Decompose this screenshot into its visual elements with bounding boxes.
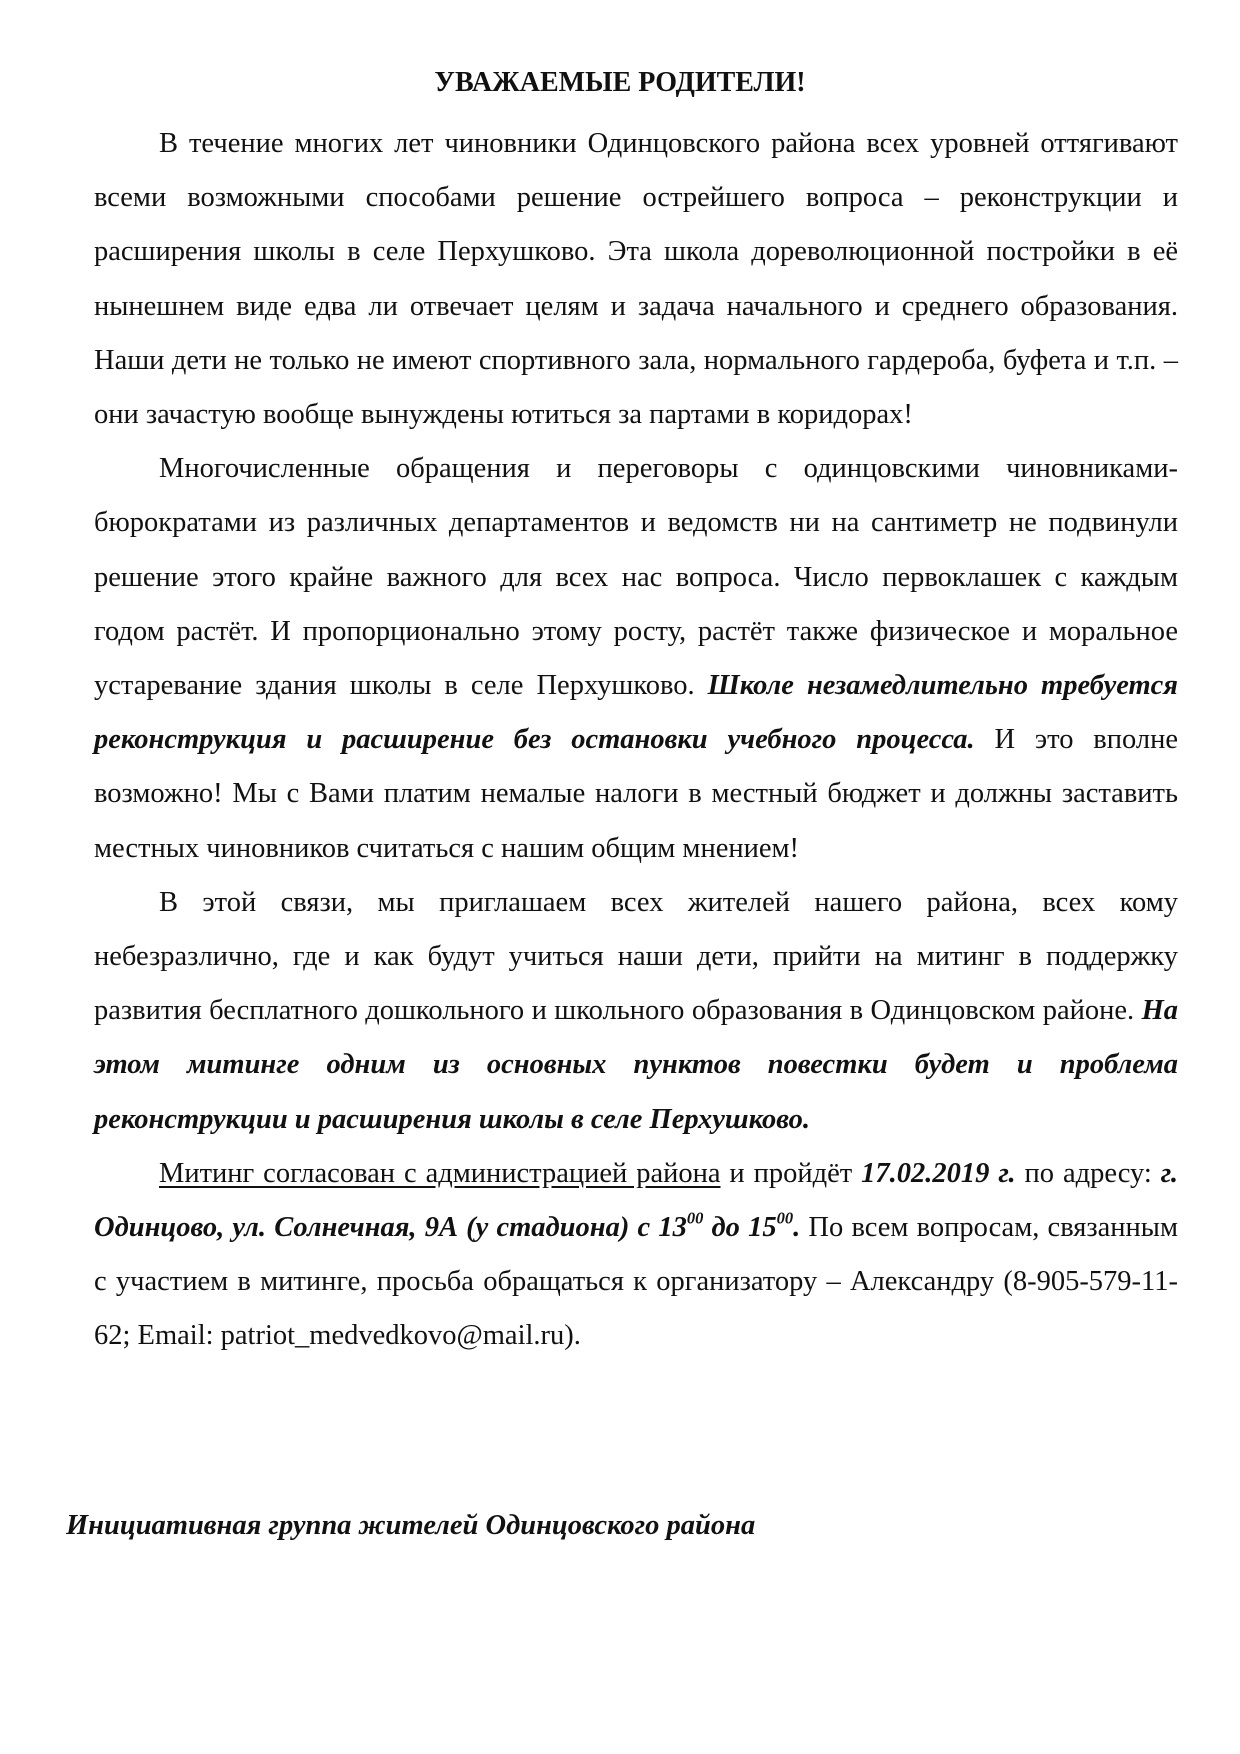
start-minutes: 00 [686,1208,704,1228]
paragraph-2-emphasis: Школе незамедлительно требуется реконструкция и расширение без остановки учебного процесса. [94,670,1178,756]
rally-address-start: г. Одинцово, ул. Солнечная, 9А (у стадиона) с 13 [94,1157,1178,1244]
paragraph-3 [94,876,1178,1147]
paragraph-4-text-b: по адресу: [1015,1157,1161,1189]
paragraph-3-text: В этой связи, мы приглашаем всех жителей нашего района, всех кому небезразлично, где и как будут учиться наши дети, прийти на митинг в поддержку развития бесплатного дошкольного и школьного образования в Одинцовском районе. [94,886,1178,1027]
paragraph-3-emphasis: На этом митинге одним из основных пунктов повестки будет и проблема реконструкции и расширения школы в селе Перхушково. [94,995,1178,1135]
paragraph-2-text-b: И это вполне возможно! Мы с Вами платим немалые налоги в местный бюджет и должны заставить местных чиновников считаться с нашим общим мнением! [94,724,1178,864]
paragraph-2-text-a: Многочисленные обращения и переговоры с одинцовскими чиновниками-бюрократами из различных департаментов и ведомств ни на сантиметр не подвинули решение этого крайне важного для всех нас вопроса. Число первоклашек с каждым годом растёт. И пропорционально этому росту, растёт также физическое и моральное устаревание здания школы в селе Перхушково. [94,453,1178,702]
paragraph-4-text-a: и пройдёт [720,1157,862,1189]
page-title: УВАЖАЕМЫЕ РОДИТЕЛИ! [434,67,806,98]
rally-date: 17.02.2019 г. [861,1157,1016,1189]
paragraph-1: В течение многих лет чиновники Одинцовского района всех уровней оттягивают всеми возможными способами решение острейшего вопроса – реконструкции и расширения школы в селе Перхушково. Эта школа дореволюционной постройки в её нынешнем виде едва ли отвечает целям и задача начального и среднего образования. Наши дети не только не имеют спортивного зала, нормального гардероба, буфета и т.п. – они зачастую вообще вынуждены ютиться за партами в коридорах! [94,128,1178,431]
signature: Инициативная группа жителей Одинцовского района [66,1510,756,1541]
rally-until: до 15 [703,1212,777,1244]
paragraph-2 [94,442,1178,876]
paragraph-4-contact: По всем вопросам, связанным с участием в митинге, просьба обращаться к организатору – Александру (8-905-579-11-62; Email: patriot_medvedkovo@mail.ru). [94,1212,1178,1352]
rally-address-period: . [793,1212,801,1244]
letter-body [94,117,1178,1364]
paragraph-4 [94,1147,1178,1364]
end-minutes: 00 [776,1208,794,1228]
rally-approval-note: Митинг согласован с администрацией района [159,1157,721,1189]
